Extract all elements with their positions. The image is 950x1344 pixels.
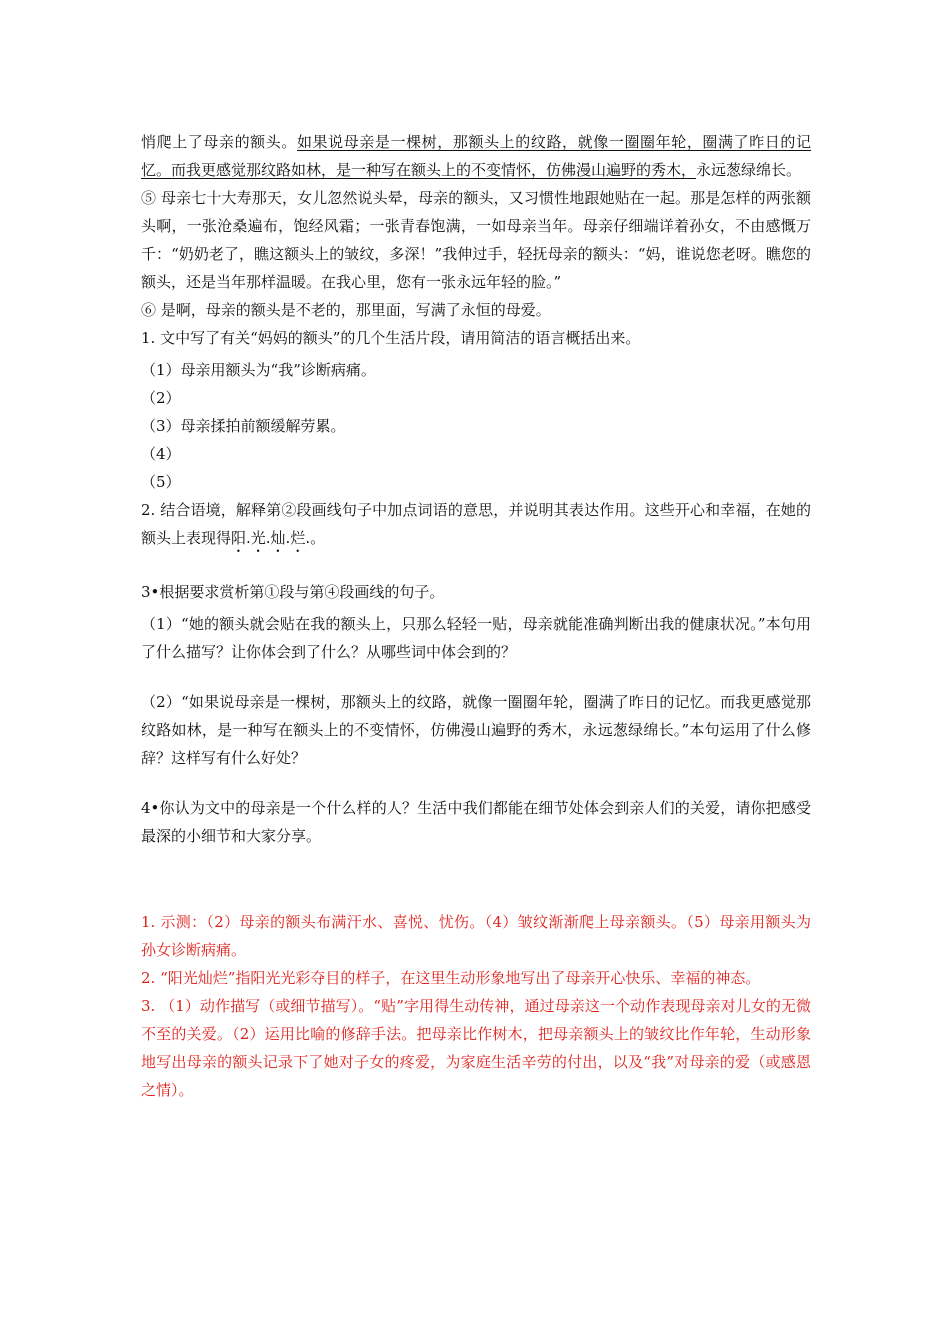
paragraph-5: ⑤ 母亲七十大寿那天，女儿忽然说头晕，母亲的额头，又习惯性地跟她贴在一起。那是怎样的两张额头啊，一张沧桑遍布，饱经风霜；一张青春饱满，一如母亲当年。母亲仔细端详着孙女，不由感慨万千：“奶奶老了，瞧这额头上的皱纹，多深！”我伸过手，轻抚母亲的额头：“妈，谁说您老呀。瞧您的额头，还是当年那样温暖。在我心里，您有一张永远年轻的脸。” — [141, 189, 811, 291]
question-2-dotted-words: 阳.光.灿.烂. — [231, 529, 311, 547]
question-1-item-1: （1）母亲用额头为“我”诊断病痛。 — [141, 361, 376, 379]
question-3-part-2: （2）“如果说母亲是一棵树，那额头上的纹路，就像一圈圈年轮，圈满了昨日的记忆。而我更感觉那纹路如林，是一种写在额头上的不变情怀，仿佛漫山遍野的秀木，永远葱绿绵长。”本句运用了什么修辞？这样写有什么好处？ — [141, 693, 811, 767]
answer-1: 1. 示测：（2）母亲的额头布满汗水、喜悦、忧伤。（4）皱纹渐渐爬上母亲额头。（5）母亲用额头为孙女诊断病痛。 — [141, 913, 811, 959]
question-4: 4•你认为文中的母亲是一个什么样的人？生活中我们都能在细节处体会到亲人们的关爱，请你把感受最深的小细节和大家分享。 — [141, 799, 811, 845]
question-1-item-3: （3）母亲揉拍前额缓解劳累。 — [141, 417, 346, 435]
paragraph-4-lead: 悄爬上了母亲的额头。 — [141, 133, 297, 151]
question-3-part-1: （1）“她的额头就会贴在我的额头上，只那么轻轻一贴，母亲就能准确判断出我的健康状况。”本句用了什么描写？让你体会到了什么？从哪些词中体会到的？ — [141, 615, 811, 661]
question-2 — [141, 496, 811, 556]
question-1-item-2: （2） — [141, 389, 181, 407]
paragraph-4-underlined-sentence: 如果说母亲是一棵树，那额头上的纹路，就像一圈圈年轮，圈满了昨日的记忆。而我更感觉那纹路如林，是一种写在额头上的不变情怀，仿佛漫山遍野的秀木， — [141, 133, 811, 179]
question-3: 3•根据要求赏析第①段与第④段画线的句子。 — [141, 583, 445, 601]
answer-3: 3. （1）动作描写（或细节描写）。“贴”字用得生动传神，通过母亲这一个动作表现母亲对儿女的无微不至的关爱。（2）运用比喻的修辞手法。把母亲比作树木，把母亲额头上的皱纹比作年轮，生动形象地写出母亲的额头记录下了她对子女的疼爱，为家庭生活辛劳的付出，以及“我”对母亲的爱（或感恩之情）。 — [141, 997, 811, 1099]
answer-2: 2. “阳光灿烂”指阳光光彩夺目的样子，在这里生动形象地写出了母亲开心快乐、幸福的神态。 — [141, 969, 761, 987]
question-1-item-4: （4） — [141, 445, 181, 463]
question-1-item-5: （5） — [141, 473, 181, 491]
paragraph-4 — [141, 128, 811, 184]
question-1: 1. 文中写了有关“妈妈的额头”的几个生活片段，请用简洁的语言概括出来。 — [141, 329, 641, 347]
question-2-end: 。 — [310, 529, 326, 547]
paragraph-6: ⑥ 是啊，母亲的额头是不老的，那里面，写满了永恒的母爱。 — [141, 301, 551, 319]
paragraph-4-tail: 永远葱绿绵长。 — [696, 161, 802, 179]
question-2-lead: 2. 结合语境，解释第②段画线句子中加点词语的意思，并说明其表达作用。这些开心和幸福，在她的额头上表现得 — [141, 501, 811, 547]
document-page — [141, 128, 811, 1104]
